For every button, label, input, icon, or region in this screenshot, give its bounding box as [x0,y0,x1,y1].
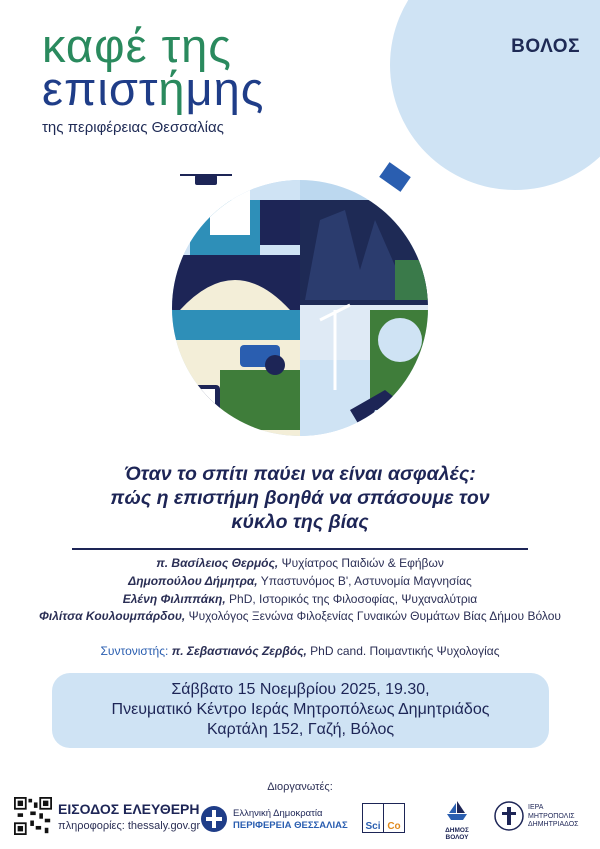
event-datetime: Σάββατο 15 Νοεμβρίου 2025, 19.30, [171,681,430,698]
free-entry-title: ΕΙΣΟΔΟΣ ΕΛΕΥΘΕΡΗ [58,801,200,817]
event-venue: Πνευματικό Κέντρο Ιεράς Μητροπόλεως Δημητριάδος [111,701,490,718]
speaker-item: Φιλίτσα Κουλουμπάρδου, Ψυχολόγος Ξενώνα Φιλοξενίας Γυναικών Θυμάτων Βίας Δήμου Βόλου [39,609,561,624]
coordinator-line: Συντονιστής: π. Σεβαστιανός Ζερβός, PhD cand. Ποιμαντικής Ψυχολογίας [100,644,500,658]
qr-code[interactable] [14,797,52,835]
info-link[interactable]: πληροφορίες: thessaly.gov.gr [58,820,201,832]
brand-line-1: καφέ της [42,19,232,72]
event-title: Όταν το σπίτι παύει να είναι ασφαλές: πώς η επιστήμη βοηθά να σπάσουμε τον κύκλο της βίας [110,463,490,533]
speaker-item: Ελένη Φιλιππάκη, PhD, Ιστορικός της Φιλοσοφίας, Ψυχαναλύτρια [122,591,478,606]
metropolis-emblem-icon [494,801,524,836]
sci-co-logo: Sci Co [362,803,405,833]
event-address: Καρτάλη 152, Γαζή, Βόλος [206,721,395,738]
organizers-label: Διοργανωτές: [267,781,333,793]
event-details-box [52,673,549,748]
municipality-logo: ΔΗΜΟΣ ΒΟΛΟΥ [434,798,480,841]
free-entry-info [58,801,200,832]
brand-subtitle: της περιφέρειας Θεσσαλίας [42,119,224,136]
brand-logo [42,19,265,136]
city-label: ΒΟΛΟΣ [511,36,580,57]
metropolis-logo-text: ΙΕΡΑ ΜΗΤΡΟΠΟΛΙΣ ΔΗΜΗΤΡΙΑΔΟΣ [528,804,579,828]
region-logo: Ελληνική Δημοκρατία ΠΕΡΙΦΕΡΕΙΑ ΘΕΣΣΑΛΙΑΣ [233,808,348,831]
title-divider [72,548,528,550]
speaker-item: π. Βασίλειος Θερμός, Ψυχίατρος Παιδιών & Εφήβων [156,556,444,570]
speaker-item: Δημοπούλου Δήμητρα, Υπαστυνόμος Β', Αστυνομία Μαγνησίας [128,573,472,588]
science-globe-illustration [150,160,450,450]
ship-icon [444,798,470,822]
brand-line-2: επιστήμης [42,62,265,115]
region-emblem-icon [200,805,228,838]
speaker-list [20,555,580,626]
